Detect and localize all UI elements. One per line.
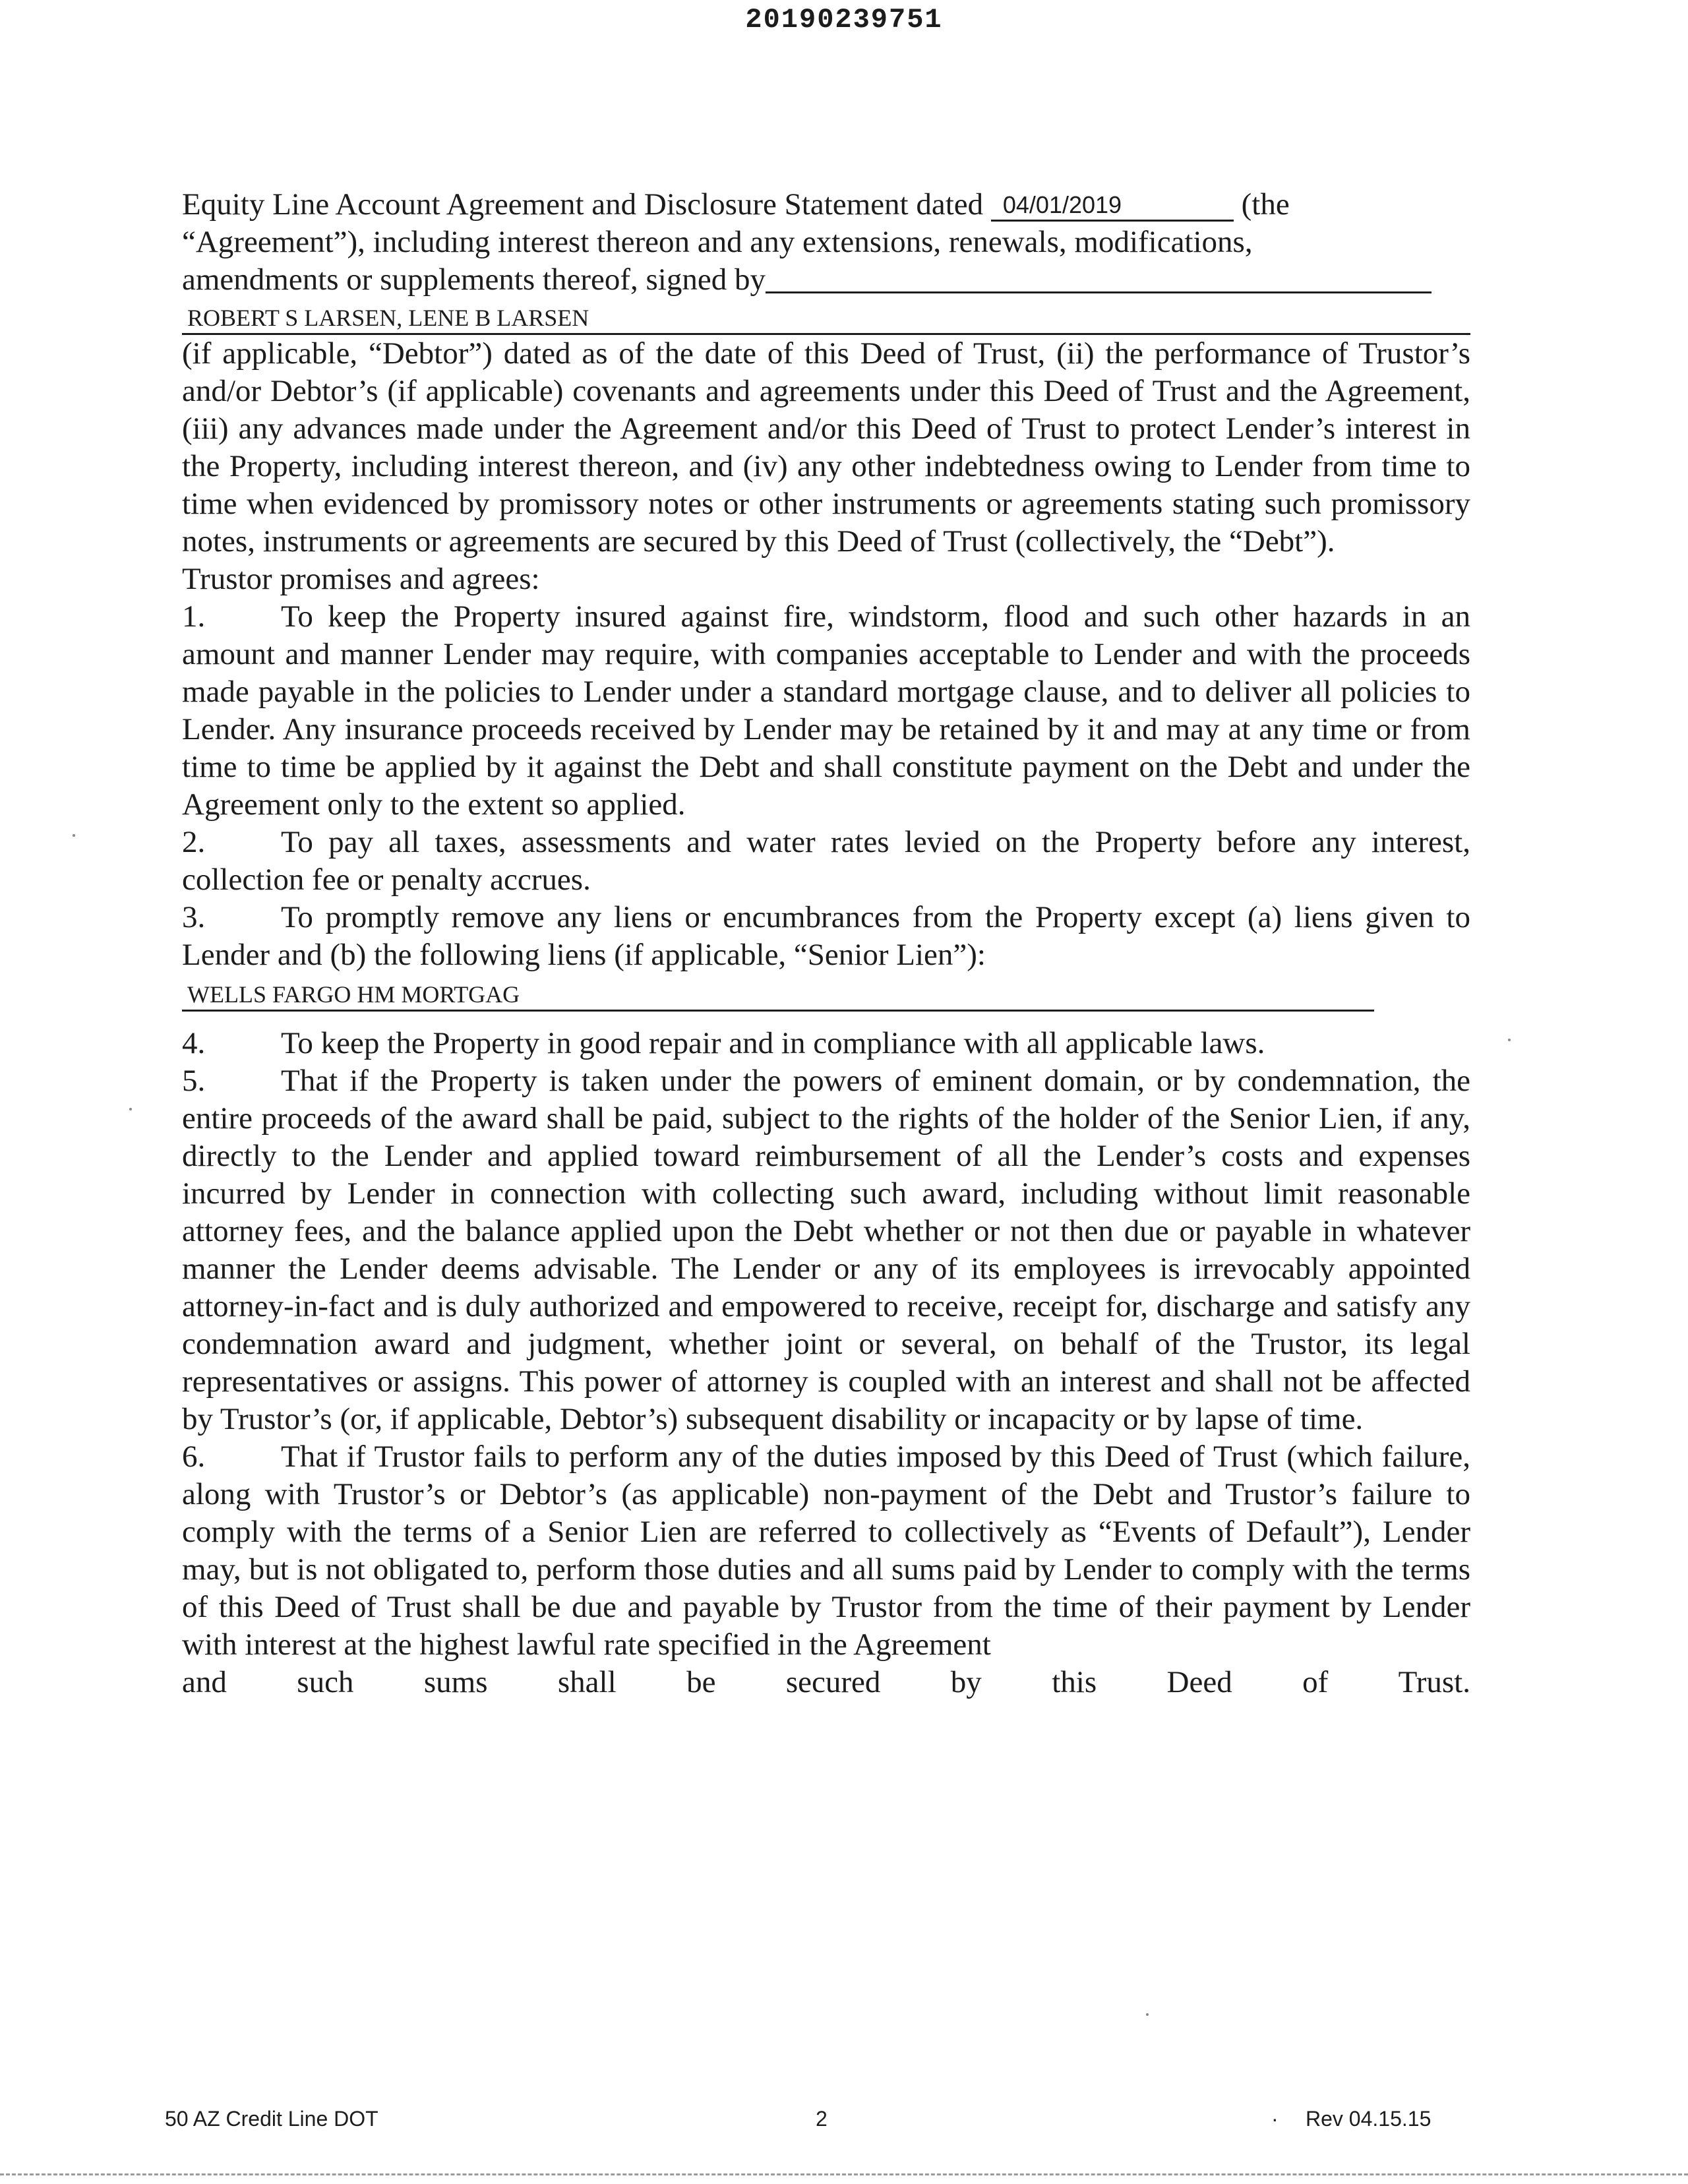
word: and: [182, 1665, 227, 1699]
promise-item-4: [182, 1025, 1470, 1062]
recording-number: 20190239751: [745, 4, 943, 36]
signature-blank: [766, 265, 1432, 293]
promises-heading: Trustor promises and agrees:: [182, 562, 540, 596]
intro-line-1: [182, 186, 1470, 224]
word: shall: [557, 1665, 617, 1699]
footer-page-number: 2: [816, 2107, 828, 2131]
item-text: That if the Property is taken under the powers of eminent domain, or by condemnation, the entire proceeds of the award shall be paid, subject to the rights of the holder of the Senior Lien, if any, directly to the Lender and applied toward reimbursement of all the Lender’s costs and expenses incurred by Lender in connection with collecting such award, including without limit reasonable attorney fees, and the balance applied upon the Debt whether or not then due or payable in whatever manner the Lender deems advisable. The Lender or any of its employees is irrevocably appointed attorney-in-fact and is duly authorized and empowered to receive, receipt for, discharge and satisfy any condemnation award and judgment, whether joint or several, on behalf of the Trustor, its legal representatives or assigns. This power of attorney is coupled with an interest and shall not be affected by Trustor’s (or, if applicable, Debtor’s) subsequent disability or incapacity or by lapse of time.: [182, 1064, 1470, 1436]
word: sums: [423, 1665, 488, 1699]
promise-item-3: [182, 899, 1470, 974]
item-number: 6.: [182, 1440, 206, 1474]
footer-form-name: 50 AZ Credit Line DOT: [165, 2107, 378, 2131]
promise-item-1: [182, 598, 1470, 824]
item-number: 3.: [182, 900, 206, 934]
scan-speck: [73, 834, 75, 837]
footer-dot: ·: [1271, 2107, 1279, 2131]
intro-line-3: [182, 261, 1470, 299]
promise-item-6: [182, 1438, 1470, 1664]
agreement-date-field: 04/01/2019: [991, 191, 1234, 222]
signers-field: ROBERT S LARSEN, LENE B LARSEN: [182, 303, 1470, 335]
scan-speck: [129, 1108, 132, 1110]
intro-text-a: Equity Line Account Agreement and Disclosure Statement dated: [182, 187, 991, 222]
word: such: [297, 1665, 354, 1699]
scan-edge: [0, 2173, 1688, 2175]
item-text: To pay all taxes, assessments and water rates levied on the Property before any interest, collection fee or penalty accrues.: [182, 825, 1470, 897]
item-text: To keep the Property in good repair and in compliance with all applicable laws.: [281, 1026, 1265, 1060]
item-number: 4.: [182, 1026, 206, 1060]
item-number: 5.: [182, 1064, 206, 1098]
item-text: That if Trustor fails to perform any of the duties imposed by this Deed of Trust (which failure, along with Trustor’s or Debtor’s (as applicable) non-payment of the Debt and Trustor’s failure to comply with the terms of a Senior Lien are referred to collectively as “Events of Default”), Lender may, but is not obligated to, perform those duties and all sums paid by Lender to comply with the terms of this Deed of Trust shall be due and payable by Trustor from the time of their payment by Lender with interest at the highest lawful rate specified in the Agreement: [182, 1440, 1470, 1662]
word: by: [950, 1665, 982, 1699]
item-text: To keep the Property insured against fire, windstorm, flood and such other hazards in an amount and manner Lender may require, with companies acceptable to Lender and with the proceeds made payable in the policies to Lender under a standard mortgage clause, and to deliver all policies to Lender. Any insurance proceeds received by Lender may be retained by it and may at any time or from time to time be applied by it against the Debt and shall constitute payment on the Debt and under the Agreement only to the extent so applied.: [182, 599, 1470, 822]
intro-continuation: (if applicable, “Debtor”) dated as of the date of this Deed of Trust, (ii) the performance of Trustor’s and/or Debtor’s (if applicable) covenants and agreements under this Deed of Trust and the Agreement, (iii) any advances made under the Agreement and/or this Deed of Trust to protect Lender’s interest in the Property, including interest thereon, and (iv) any other indebtedness owing to Lender from time to time when evidenced by promissory notes or other instruments or agreements stating such promissory notes, instruments or agreements are secured by this Deed of Trust (collectively, the “Debt”).: [182, 336, 1470, 559]
item-number: 1.: [182, 599, 206, 634]
promise-item-5: [182, 1062, 1470, 1438]
document-body: [182, 186, 1470, 1701]
word: be: [686, 1665, 716, 1699]
word: Trust.: [1398, 1665, 1470, 1699]
senior-lien-field: WELLS FARGO HM MORTGAG: [182, 979, 1374, 1012]
item-6-last-line: [182, 1664, 1470, 1701]
word: this: [1052, 1665, 1097, 1699]
scan-speck: [1146, 2013, 1149, 2016]
intro-text-b: (the: [1233, 187, 1290, 222]
item-text: To promptly remove any liens or encumbrances from the Property except (a) liens given to Lender and (b) the following liens (if applicable, “Senior Lien”):: [182, 900, 1470, 972]
scan-speck: [1508, 1039, 1511, 1041]
intro-line-2: “Agreement”), including interest thereon and any extensions, renewals, modifications,: [182, 225, 1253, 259]
promise-item-2: [182, 824, 1470, 899]
footer-revision: Rev 04.15.15: [1306, 2107, 1432, 2131]
word: secured: [785, 1665, 881, 1699]
word: of: [1302, 1665, 1329, 1699]
word: Deed: [1166, 1665, 1232, 1699]
item-number: 2.: [182, 825, 206, 859]
signed-by-label: amendments or supplements thereof, signed by: [182, 262, 766, 297]
